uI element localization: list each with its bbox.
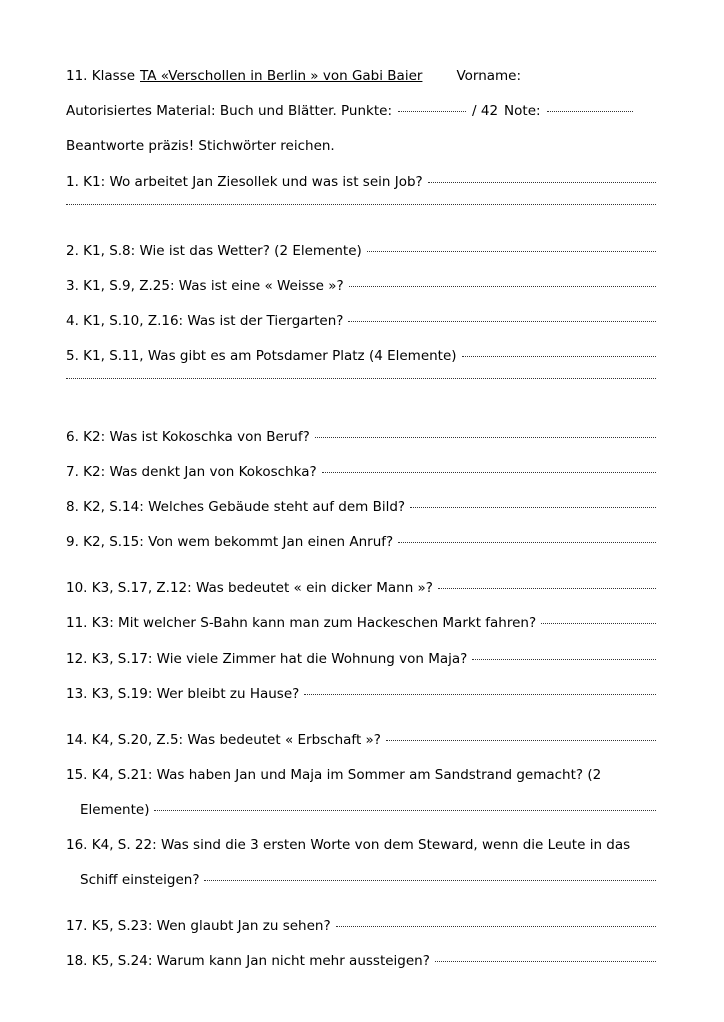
question-14 [66,730,656,750]
answer-line[interactable] [541,623,656,624]
answer-line[interactable] [66,378,656,379]
answer-line[interactable] [386,740,656,741]
question-15-continuation [80,800,656,820]
answer-line[interactable] [348,321,656,322]
question-3 [66,276,656,296]
answer-line[interactable] [438,588,656,589]
question-8 [66,497,656,517]
question-11 [66,613,656,633]
answer-line[interactable] [322,472,656,473]
question-text: 2. K1, S.8: Wie ist das Wetter? (2 Elemente) [66,243,362,259]
answer-line[interactable] [367,251,656,252]
question-text: 1. K1: Wo arbeitet Jan Ziesollek und was ist sein Job? [66,174,423,190]
question-text: 17. K5, S.23: Wen glaubt Jan zu sehen? [66,918,331,934]
class-label: 11. Klasse [66,68,136,84]
question-18 [66,951,656,971]
question-10 [66,578,656,598]
question-text: 16. K4, S. 22: Was sind die 3 ersten Worte von dem Steward, wenn die Leute in das [66,837,631,853]
question-13 [66,684,656,704]
worksheet-title: TA «Verschollen in Berlin » von Gabi Baier [140,68,423,84]
answer-line[interactable] [435,961,656,962]
question-continuation: Schiff einsteigen? [80,872,200,888]
question-7 [66,462,656,482]
question-2 [66,241,656,261]
answer-line[interactable] [315,437,656,438]
points-total: / 42 [472,103,499,119]
answer-line[interactable] [336,926,656,927]
answer-line[interactable] [462,356,656,357]
answer-line[interactable] [204,880,656,881]
question-text: 11. K3: Mit welcher S-Bahn kann man zum Hackeschen Markt fahren? [66,615,537,631]
question-5 [66,346,656,366]
points-field[interactable] [398,111,466,112]
question-17 [66,916,656,936]
question-text: 18. K5, S.24: Warum kann Jan nicht mehr aussteigen? [66,953,430,969]
question-1-extra-line [66,207,656,227]
question-text: 14. K4, S.20, Z.5: Was bedeutet « Erbschaft »? [66,732,381,748]
material-label: Autorisiertes Material: Buch und Blätter. Punkte: [66,103,393,119]
question-text: 5. K1, S.11, Was gibt es am Potsdamer Platz (4 Elemente) [66,348,457,364]
question-text: 9. K2, S.15: Von wem bekommt Jan einen Anruf? [66,534,394,550]
question-15 [66,765,656,785]
question-text: 7. K2: Was denkt Jan von Kokoschka? [66,464,317,480]
grade-label: Note: [504,103,541,119]
grade-field[interactable] [547,111,633,112]
question-text: 10. K3, S.17, Z.12: Was bedeutet « ein dicker Mann »? [66,580,433,596]
question-text: 4. K1, S.10, Z.16: Was ist der Tiergarten? [66,313,344,329]
first-name-label: Vorname: [456,68,522,84]
answer-line[interactable] [154,810,656,811]
answer-line[interactable] [472,659,656,660]
question-16 [66,835,656,855]
material-line [66,101,656,121]
question-text: 3. K1, S.9, Z.25: Was ist eine « Weisse »? [66,278,344,294]
question-text: 8. K2, S.14: Welches Gebäude steht auf dem Bild? [66,499,406,515]
question-continuation: Elemente) [80,802,150,818]
answer-line[interactable] [428,182,656,183]
answer-line[interactable] [66,204,656,205]
question-16-continuation [80,870,656,890]
instruction: Beantworte präzis! Stichwörter reichen. [66,138,335,154]
header-title-line [66,66,656,86]
question-5-extra-line [66,381,656,401]
question-text: 15. K4, S.21: Was haben Jan und Maja im Sommer am Sandstrand gemacht? (2 [66,767,602,783]
answer-line[interactable] [398,542,656,543]
question-text: 13. K3, S.19: Wer bleibt zu Hause? [66,686,300,702]
question-6 [66,427,656,447]
question-text: 6. K2: Was ist Kokoschka von Beruf? [66,429,310,445]
answer-line[interactable] [304,694,656,695]
question-1 [66,172,656,192]
answer-line[interactable] [410,507,656,508]
question-4 [66,311,656,331]
answer-line[interactable] [349,286,656,287]
instruction-line [66,136,656,156]
question-12 [66,649,656,669]
question-9 [66,532,656,552]
question-text: 12. K3, S.17: Wie viele Zimmer hat die Wohnung von Maja? [66,651,468,667]
